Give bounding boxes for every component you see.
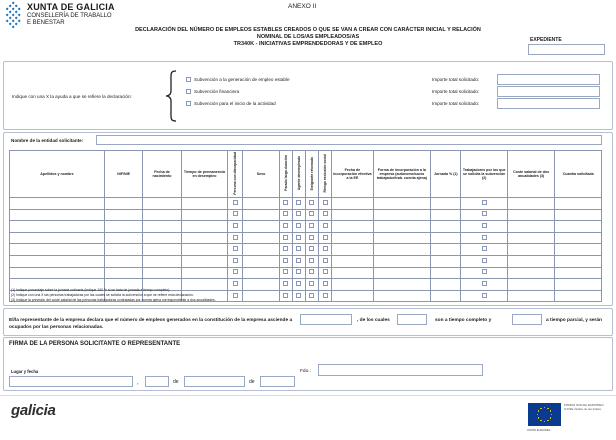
row-checkbox[interactable] bbox=[323, 235, 328, 240]
table-cell[interactable] bbox=[461, 209, 507, 221]
table-cell[interactable] bbox=[507, 255, 554, 267]
table-cell[interactable] bbox=[243, 221, 279, 233]
table-cell[interactable] bbox=[143, 221, 181, 233]
row-checkbox[interactable] bbox=[283, 293, 288, 298]
esf-text bbox=[564, 404, 614, 412]
row-checkbox[interactable] bbox=[309, 235, 314, 240]
table-cell[interactable] bbox=[104, 267, 142, 279]
aid-option-label: Subvención a la generación de empleo estable bbox=[194, 77, 290, 82]
row-checkbox[interactable] bbox=[309, 200, 314, 205]
table-cell[interactable] bbox=[243, 255, 279, 267]
table-cell[interactable] bbox=[181, 267, 227, 279]
column-header bbox=[104, 151, 142, 198]
table-cell[interactable] bbox=[507, 209, 554, 221]
table-cell[interactable] bbox=[373, 267, 431, 279]
table-cell[interactable] bbox=[373, 209, 431, 221]
table-cell[interactable] bbox=[507, 244, 554, 256]
table-cell[interactable] bbox=[332, 279, 373, 291]
column-header bbox=[431, 151, 461, 198]
row-checkbox[interactable] bbox=[233, 269, 238, 274]
column-header-label: Jornada % (1) bbox=[434, 171, 458, 176]
de-separator: de bbox=[249, 379, 255, 385]
table-cell[interactable] bbox=[461, 197, 507, 209]
table-cell[interactable] bbox=[305, 209, 318, 221]
table-cell[interactable] bbox=[461, 244, 507, 256]
column-header-label: Parado larga duración bbox=[283, 155, 288, 192]
table-cell[interactable] bbox=[507, 197, 554, 209]
footnotes bbox=[11, 288, 216, 303]
month-input[interactable] bbox=[184, 376, 245, 387]
column-header bbox=[373, 151, 431, 198]
table-cell[interactable] bbox=[332, 197, 373, 209]
table-cell[interactable] bbox=[292, 244, 305, 256]
part-time-label: a tiempo parcial, y serán bbox=[546, 318, 602, 323]
entity-name-input[interactable] bbox=[96, 135, 602, 145]
table-cell[interactable] bbox=[104, 232, 142, 244]
table-cell[interactable] bbox=[243, 290, 279, 302]
table-cell[interactable] bbox=[461, 255, 507, 267]
galicia-logo: galicia bbox=[11, 402, 56, 419]
table-cell[interactable] bbox=[279, 279, 292, 291]
column-header-label: Trabajadores por los que se solicita la subvención (2) bbox=[462, 167, 506, 181]
table-cell[interactable] bbox=[431, 290, 461, 302]
row-checkbox[interactable] bbox=[323, 258, 328, 263]
column-header bbox=[10, 151, 105, 198]
table-cell[interactable] bbox=[555, 232, 602, 244]
table-cell[interactable] bbox=[305, 267, 318, 279]
column-header bbox=[181, 151, 227, 198]
table-cell[interactable] bbox=[228, 255, 243, 267]
table-cell[interactable] bbox=[461, 267, 507, 279]
declaration-text: El/la representante de la empresa declara que el número de empleos generados en la constitución de la empresa asciende a bbox=[9, 318, 293, 323]
amount-label: Importe total solicitado: bbox=[432, 89, 480, 94]
table-cell[interactable] bbox=[555, 267, 602, 279]
row-checkbox[interactable] bbox=[283, 235, 288, 240]
footnote: (3) Indique la previsión del coste salarial de las personas trabajadoras contratadas por cuenta ajena correspondiente a dos anualidades. bbox=[11, 298, 216, 302]
row-checkbox[interactable] bbox=[296, 293, 301, 298]
table-cell[interactable] bbox=[10, 209, 105, 221]
table-cell[interactable] bbox=[555, 197, 602, 209]
table-cell[interactable] bbox=[292, 221, 305, 233]
row-checkbox[interactable] bbox=[309, 269, 314, 274]
table-cell[interactable] bbox=[373, 232, 431, 244]
table-cell[interactable] bbox=[305, 221, 318, 233]
table-cell[interactable] bbox=[228, 290, 243, 302]
department-name bbox=[27, 13, 112, 27]
column-header bbox=[143, 151, 181, 198]
table-cell[interactable] bbox=[461, 279, 507, 291]
column-header-label: Cuantía solicitada bbox=[562, 171, 594, 176]
table-cell[interactable] bbox=[305, 232, 318, 244]
table-cell[interactable] bbox=[243, 209, 279, 221]
table-cell[interactable] bbox=[143, 255, 181, 267]
table-cell[interactable] bbox=[228, 232, 243, 244]
row-checkbox[interactable] bbox=[309, 293, 314, 298]
table-cell[interactable] bbox=[143, 232, 181, 244]
of-which-label: , de los cuales bbox=[357, 318, 390, 323]
table-cell[interactable] bbox=[332, 232, 373, 244]
aid-option-label: Subvención financiera bbox=[194, 89, 240, 94]
entity-label: Nombre de la entidad solicitante: bbox=[11, 138, 84, 143]
column-header bbox=[292, 151, 305, 198]
table-cell[interactable] bbox=[292, 232, 305, 244]
row-checkbox[interactable] bbox=[309, 211, 314, 216]
table-row bbox=[10, 197, 602, 209]
table-cell[interactable] bbox=[243, 279, 279, 291]
row-checkbox[interactable] bbox=[283, 269, 288, 274]
eu-flag-icon bbox=[528, 403, 561, 426]
comma-separator: , bbox=[137, 380, 139, 386]
table-cell[interactable] bbox=[228, 221, 243, 233]
table-cell[interactable] bbox=[373, 279, 431, 291]
table-cell[interactable] bbox=[507, 279, 554, 291]
part-time-input[interactable] bbox=[512, 314, 542, 325]
table-cell[interactable] bbox=[319, 290, 332, 302]
table-cell[interactable] bbox=[279, 209, 292, 221]
row-checkbox[interactable] bbox=[233, 211, 238, 216]
amount-input[interactable] bbox=[497, 74, 600, 85]
table-cell[interactable] bbox=[305, 290, 318, 302]
brand-title: XUNTA DE GALICIA bbox=[27, 2, 115, 12]
column-header bbox=[228, 151, 243, 198]
table-cell[interactable] bbox=[507, 290, 554, 302]
row-checkbox[interactable] bbox=[296, 246, 301, 251]
row-checkbox[interactable] bbox=[323, 211, 328, 216]
row-checkbox[interactable] bbox=[296, 281, 301, 286]
table-cell[interactable] bbox=[319, 255, 332, 267]
row-checkbox[interactable] bbox=[323, 293, 328, 298]
table-cell[interactable] bbox=[181, 209, 227, 221]
row-checkbox[interactable] bbox=[283, 223, 288, 228]
column-header-label: NIF/NIE bbox=[117, 171, 131, 176]
table-cell[interactable] bbox=[279, 255, 292, 267]
place-input[interactable] bbox=[9, 376, 133, 387]
table-cell[interactable] bbox=[555, 244, 602, 256]
row-checkbox[interactable] bbox=[296, 211, 301, 216]
year-input[interactable] bbox=[260, 376, 295, 387]
table-cell[interactable] bbox=[228, 197, 243, 209]
footnote: (2) Indique con una X las personas trabajadoras por las cuales se solicita la subvención a que se refiere esta declaración. bbox=[11, 293, 194, 297]
table-cell[interactable] bbox=[555, 255, 602, 267]
row-checkbox[interactable] bbox=[309, 223, 314, 228]
table-cell[interactable] bbox=[279, 232, 292, 244]
table-cell[interactable] bbox=[555, 290, 602, 302]
column-header-label: Riesgo exclusión social bbox=[323, 154, 327, 193]
row-checkbox[interactable] bbox=[296, 200, 301, 205]
table-row bbox=[10, 244, 602, 256]
table-cell[interactable] bbox=[431, 209, 461, 221]
table-cell[interactable] bbox=[319, 197, 332, 209]
column-header bbox=[243, 151, 279, 198]
signature-title: FIRMA DE LA PERSONA SOLICITANTE O REPRESENTANTE bbox=[9, 341, 181, 347]
row-checkbox[interactable] bbox=[323, 269, 328, 274]
table-cell[interactable] bbox=[332, 290, 373, 302]
row-checkbox[interactable] bbox=[296, 269, 301, 274]
table-header-row bbox=[10, 151, 602, 198]
table-cell[interactable] bbox=[243, 267, 279, 279]
column-header-label: Tiempo de permanencia en desempleo bbox=[183, 169, 225, 178]
table-cell[interactable] bbox=[305, 197, 318, 209]
column-header bbox=[305, 151, 318, 198]
table-cell[interactable] bbox=[279, 267, 292, 279]
table-cell[interactable] bbox=[228, 244, 243, 256]
row-checkbox[interactable] bbox=[283, 258, 288, 263]
table-cell[interactable] bbox=[373, 255, 431, 267]
table-row bbox=[10, 209, 602, 221]
table-cell[interactable] bbox=[10, 255, 105, 267]
aid-option-label: Subvención para el inicio de la actividad bbox=[194, 101, 276, 106]
table-row bbox=[10, 232, 602, 244]
table-cell[interactable] bbox=[292, 209, 305, 221]
table-cell[interactable] bbox=[292, 279, 305, 291]
table-cell[interactable] bbox=[143, 197, 181, 209]
row-checkbox[interactable] bbox=[233, 223, 238, 228]
aid-option-checkbox[interactable] bbox=[186, 77, 191, 82]
table-row bbox=[10, 267, 602, 279]
row-checkbox[interactable] bbox=[482, 223, 487, 228]
row-checkbox[interactable] bbox=[233, 258, 238, 263]
column-header bbox=[461, 151, 507, 198]
table-cell[interactable] bbox=[555, 221, 602, 233]
table-cell[interactable] bbox=[292, 290, 305, 302]
column-header bbox=[555, 151, 602, 198]
table-cell[interactable] bbox=[319, 279, 332, 291]
table-cell[interactable] bbox=[279, 244, 292, 256]
table-cell[interactable] bbox=[461, 232, 507, 244]
table-cell[interactable] bbox=[319, 221, 332, 233]
column-header bbox=[507, 151, 554, 198]
footnote: (1) Indique porcentaje sobre la jornada ordinaria (indique 100 % si se trata de jornada a tiempo completo). bbox=[11, 288, 171, 292]
footer-divider bbox=[0, 395, 616, 396]
column-header-label: Forma de incorporación a la empresa (autónomo/socio trabajador/trab. cuenta ajena) bbox=[376, 167, 428, 181]
table-cell[interactable] bbox=[431, 221, 461, 233]
row-checkbox[interactable] bbox=[482, 200, 487, 205]
signed-by-input[interactable] bbox=[318, 364, 483, 376]
aid-instruction: Indique con una X la ayuda a que se refiere la declaración: bbox=[12, 94, 132, 99]
table-cell[interactable] bbox=[461, 290, 507, 302]
de-separator: de bbox=[173, 379, 179, 385]
table-cell[interactable] bbox=[228, 267, 243, 279]
table-cell[interactable] bbox=[507, 221, 554, 233]
row-checkbox[interactable] bbox=[482, 293, 487, 298]
table-body bbox=[10, 197, 602, 301]
column-header-label: Persona con discapacidad bbox=[233, 152, 238, 195]
table-cell[interactable] bbox=[373, 244, 431, 256]
expediente-label: EXPEDIENTE bbox=[530, 37, 562, 43]
table-cell[interactable] bbox=[279, 290, 292, 302]
expediente-field[interactable] bbox=[528, 44, 605, 55]
brace-icon bbox=[164, 70, 178, 122]
column-header bbox=[279, 151, 292, 198]
table-cell[interactable] bbox=[332, 221, 373, 233]
row-checkbox[interactable] bbox=[482, 258, 487, 263]
signed-by-label: Fdo.: bbox=[300, 369, 311, 374]
employee-table bbox=[9, 150, 602, 302]
table-cell[interactable] bbox=[10, 232, 105, 244]
table-cell[interactable] bbox=[279, 221, 292, 233]
department-line: CONSELLERÍA DE TRABALLO bbox=[27, 13, 112, 19]
table-cell[interactable] bbox=[181, 232, 227, 244]
column-header-label: Sexo bbox=[256, 171, 266, 176]
table-cell[interactable] bbox=[555, 279, 602, 291]
full-time-label: son a tiempo completo y bbox=[435, 318, 492, 323]
table-cell[interactable] bbox=[181, 197, 227, 209]
table-cell[interactable] bbox=[181, 255, 227, 267]
row-checkbox[interactable] bbox=[309, 258, 314, 263]
row-checkbox[interactable] bbox=[233, 235, 238, 240]
row-checkbox[interactable] bbox=[283, 200, 288, 205]
declaration-text-end: ocupados por las personas relacionadas. bbox=[9, 325, 104, 330]
table-cell[interactable] bbox=[228, 209, 243, 221]
row-checkbox[interactable] bbox=[283, 246, 288, 251]
table-cell[interactable] bbox=[461, 221, 507, 233]
eu-caption: UNIÓN EUROPEA bbox=[527, 428, 551, 432]
table-cell[interactable] bbox=[104, 197, 142, 209]
row-checkbox[interactable] bbox=[482, 235, 487, 240]
table-cell[interactable] bbox=[10, 267, 105, 279]
place-date-label: Lugar y fecha bbox=[11, 369, 39, 374]
row-checkbox[interactable] bbox=[233, 200, 238, 205]
row-checkbox[interactable] bbox=[323, 246, 328, 251]
row-checkbox[interactable] bbox=[482, 246, 487, 251]
amount-input[interactable] bbox=[497, 86, 600, 97]
row-checkbox[interactable] bbox=[323, 200, 328, 205]
table-cell[interactable] bbox=[332, 244, 373, 256]
column-header bbox=[332, 151, 373, 198]
table-cell[interactable] bbox=[104, 209, 142, 221]
table-cell[interactable] bbox=[431, 232, 461, 244]
row-checkbox[interactable] bbox=[482, 281, 487, 286]
row-checkbox[interactable] bbox=[323, 223, 328, 228]
table-cell[interactable] bbox=[431, 267, 461, 279]
department-line: E BENESTAR bbox=[27, 20, 65, 26]
title-line: NOMINAL DE LOS/AS EMPLEADOS/AS bbox=[256, 34, 360, 40]
row-checkbox[interactable] bbox=[233, 281, 238, 286]
table-cell[interactable] bbox=[507, 232, 554, 244]
amount-label: Importe total solicitado: bbox=[432, 101, 480, 106]
table-cell[interactable] bbox=[243, 244, 279, 256]
table-cell[interactable] bbox=[373, 197, 431, 209]
table-cell[interactable] bbox=[373, 290, 431, 302]
row-checkbox[interactable] bbox=[283, 211, 288, 216]
table-cell[interactable] bbox=[431, 244, 461, 256]
column-header-label: Emigrante retornado bbox=[309, 156, 314, 191]
column-header-label: Fecha de nacimiento bbox=[152, 169, 172, 178]
table-cell[interactable] bbox=[373, 221, 431, 233]
esf-line: O FSE inviste no teu futuro bbox=[564, 406, 602, 411]
table-cell[interactable] bbox=[228, 279, 243, 291]
table-cell[interactable] bbox=[319, 244, 332, 256]
aid-option-checkbox[interactable] bbox=[186, 101, 191, 106]
table-cell[interactable] bbox=[143, 209, 181, 221]
column-header-label: Fecha de incorporación efectiva a la EE bbox=[333, 167, 372, 181]
table-cell[interactable] bbox=[507, 267, 554, 279]
table-cell[interactable] bbox=[319, 232, 332, 244]
esf-line: FONDO SOCIAL EUROPEO bbox=[564, 403, 604, 407]
table-cell[interactable] bbox=[104, 244, 142, 256]
title-line: DECLARACIÓN DEL NÚMERO DE EMPLEOS ESTABLES CREADOS O QUE SE VAN A CREAR CON CARÁCTER INICIAL Y RELACIÓN bbox=[135, 27, 481, 33]
table-cell[interactable] bbox=[104, 221, 142, 233]
row-checkbox[interactable] bbox=[296, 258, 301, 263]
full-time-input[interactable] bbox=[397, 314, 427, 325]
xunta-logo-icon bbox=[6, 2, 20, 29]
table-cell[interactable] bbox=[10, 221, 105, 233]
annex-label: ANEXO II bbox=[288, 3, 317, 10]
row-checkbox[interactable] bbox=[309, 281, 314, 286]
table-cell[interactable] bbox=[181, 244, 227, 256]
table-cell[interactable] bbox=[292, 255, 305, 267]
table-cell[interactable] bbox=[279, 197, 292, 209]
column-header bbox=[319, 151, 332, 198]
amount-label: Importe total solicitado: bbox=[432, 77, 480, 82]
amount-input[interactable] bbox=[497, 98, 600, 109]
row-checkbox[interactable] bbox=[323, 281, 328, 286]
table-cell[interactable] bbox=[305, 255, 318, 267]
row-checkbox[interactable] bbox=[309, 246, 314, 251]
table-cell[interactable] bbox=[243, 232, 279, 244]
row-checkbox[interactable] bbox=[296, 223, 301, 228]
title-line: TR340K - INICIATIVAS EMPRENDEDORAS Y DE EMPLEO bbox=[233, 41, 383, 47]
table-cell[interactable] bbox=[555, 209, 602, 221]
row-checkbox[interactable] bbox=[233, 293, 238, 298]
table-cell[interactable] bbox=[332, 267, 373, 279]
row-checkbox[interactable] bbox=[482, 269, 487, 274]
table-cell[interactable] bbox=[243, 197, 279, 209]
table-cell[interactable] bbox=[431, 255, 461, 267]
total-jobs-input[interactable] bbox=[300, 314, 352, 325]
table-row bbox=[10, 221, 602, 233]
table-cell[interactable] bbox=[292, 267, 305, 279]
table-cell[interactable] bbox=[431, 197, 461, 209]
aid-option-checkbox[interactable] bbox=[186, 89, 191, 94]
table-cell[interactable] bbox=[305, 279, 318, 291]
table-cell[interactable] bbox=[431, 279, 461, 291]
table-cell[interactable] bbox=[305, 244, 318, 256]
row-checkbox[interactable] bbox=[233, 246, 238, 251]
table-cell[interactable] bbox=[292, 197, 305, 209]
table-cell[interactable] bbox=[332, 209, 373, 221]
day-input[interactable] bbox=[145, 376, 169, 387]
table-row bbox=[10, 255, 602, 267]
column-header-label: Coste salarial de dos anualidades (3) bbox=[513, 169, 550, 178]
table-cell[interactable] bbox=[143, 267, 181, 279]
table-cell[interactable] bbox=[143, 244, 181, 256]
table-cell[interactable] bbox=[319, 209, 332, 221]
table-cell[interactable] bbox=[181, 221, 227, 233]
row-checkbox[interactable] bbox=[296, 235, 301, 240]
page-title bbox=[100, 27, 516, 48]
column-header-label: Apellidos y nombre bbox=[40, 171, 74, 176]
row-checkbox[interactable] bbox=[482, 211, 487, 216]
table-cell[interactable] bbox=[10, 244, 105, 256]
table-cell[interactable] bbox=[332, 255, 373, 267]
row-checkbox[interactable] bbox=[283, 281, 288, 286]
table-cell[interactable] bbox=[10, 197, 105, 209]
table-cell[interactable] bbox=[104, 255, 142, 267]
column-header-label: Agente desempleado bbox=[296, 156, 301, 191]
table-cell[interactable] bbox=[319, 267, 332, 279]
